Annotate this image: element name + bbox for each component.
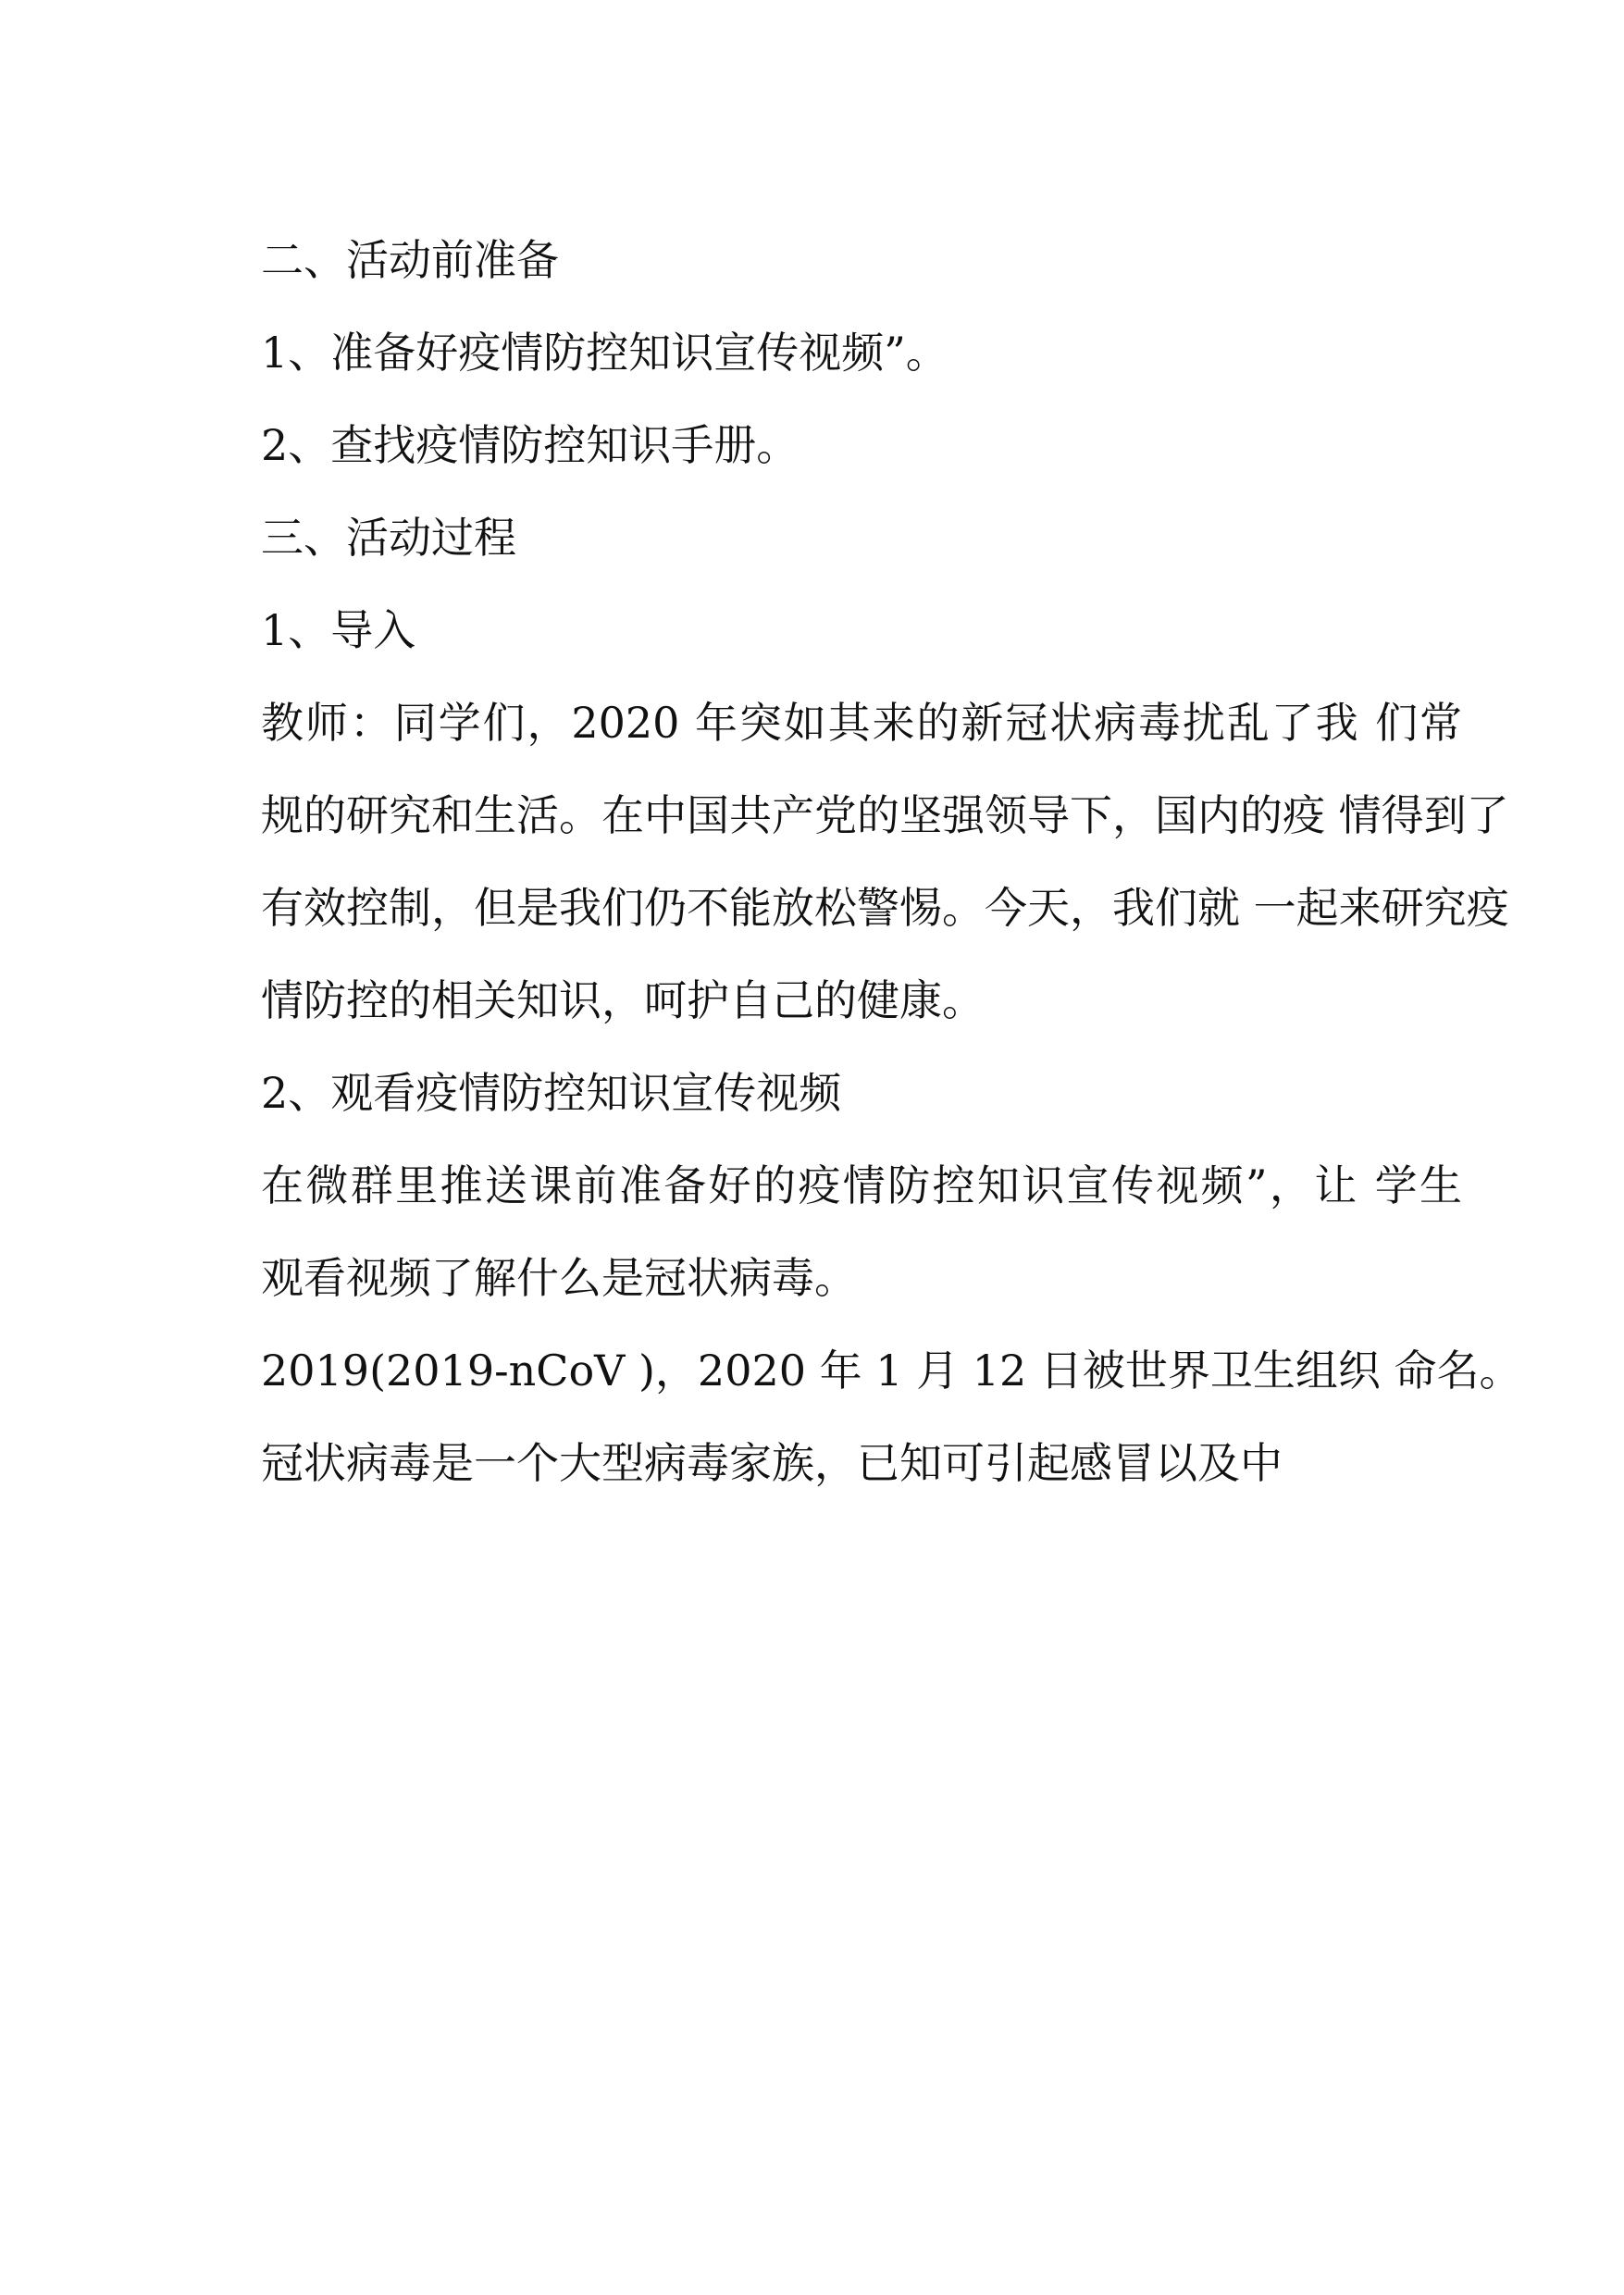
teacher-intro-paragraph <box>176 676 1509 1047</box>
prep-item-1 <box>176 306 1462 399</box>
step-1-heading <box>176 584 1462 676</box>
text-line: 观看视频了解什么是冠状病毒。 <box>261 1253 857 1303</box>
text-line: 规的研究和生活。在中国共产党的坚强领导下，国内的疫 情得到了 <box>261 790 1509 840</box>
text-line: 二、活动前准备 <box>261 235 559 285</box>
video-push-paragraph <box>176 1139 1462 1324</box>
text-line: 1、准备好疫情防控知识宣传视频”。 <box>261 328 948 378</box>
section-3-heading <box>176 491 1462 584</box>
text-line: 冠状病毒是一个大型病毒家族，已知可引起感冒以及中 <box>261 1438 1283 1488</box>
step-2-heading <box>176 1047 1462 1139</box>
text-line: 教师：同学们，2020 年突如其来的新冠状病毒扰乱了我 们常 <box>261 698 1462 748</box>
section-2-heading <box>176 214 1462 306</box>
document-body <box>176 214 1522 1509</box>
text-line: 2、查找疫情防控知识手册。 <box>261 420 800 470</box>
text-line: 2019(2019-nCoV )，2020 年 1 月 12 日被世界卫生组织 命名。 <box>261 1346 1522 1396</box>
text-line: 1、导入 <box>261 605 416 655</box>
text-line: 情防控的相关知识，呵护自己的健康。 <box>261 975 985 1025</box>
virus-naming-paragraph <box>176 1324 1522 1509</box>
text-line: 在微群里推送课前准备好的疫情防控知识宣传视频”，让 学生 <box>261 1160 1462 1210</box>
prep-item-2 <box>176 399 1462 491</box>
text-line: 2、观看疫情防控知识宣传视频 <box>261 1068 842 1118</box>
text-line: 三、活动过程 <box>261 513 516 563</box>
text-line: 有效控制，但是我们仍不能放松警惕。今天，我们就 一起来研究疫 <box>261 883 1509 933</box>
